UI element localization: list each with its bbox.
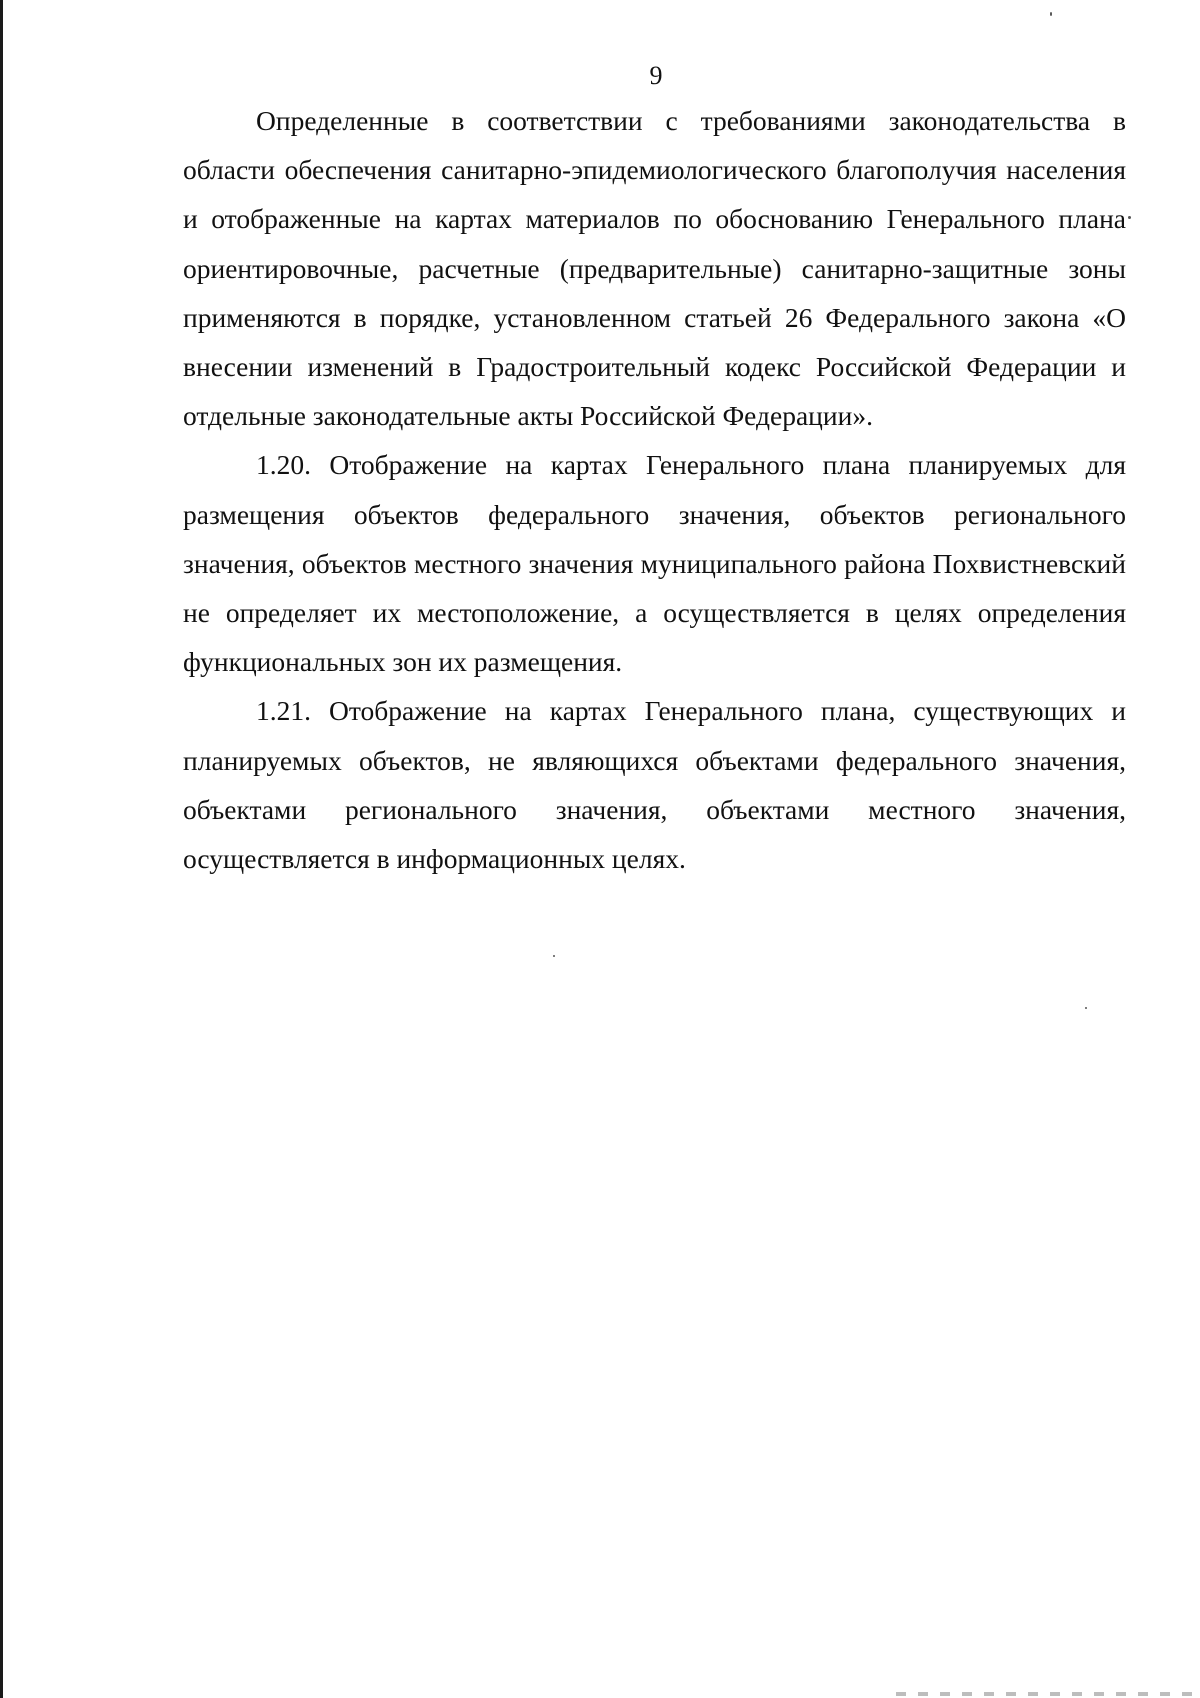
paragraph-sanitary-zones: Определенные в соответствии с требованиями законодательства в области обеспечения санитарно-эпидемиологического благополучия населения и отображенные на картах материалов по обоснованию Генерального плана ориентировочные, расчетные (предварительные) санитарно-защитные зоны применяются в порядке, установленном статьей 26 Федерального закона «О внесении изменений в Градостроительный кодекс Российской Федерации и отдельные законодательные акты Российской Федерации». (183, 105, 1126, 432)
scan-left-edge (0, 0, 3, 1698)
document-body (183, 96, 1126, 883)
scan-speck (1128, 216, 1131, 219)
paragraph-1-21: 1.21. Отображение на картах Генерального плана, существующих и планируемых объектов, не являющихся объектами федерального значения, объектами регионального значения, объектами местного значения, осуществляется в информационных целях. (183, 695, 1126, 875)
scan-speck (553, 955, 555, 957)
scan-speck (1085, 1007, 1087, 1009)
scan-speck (1050, 12, 1052, 16)
scan-bottom-marks (896, 1692, 1200, 1696)
page-number: 9 (649, 61, 663, 90)
paragraph-1-20: 1.20. Отображение на картах Генерального плана планируемых для размещения объектов федерального значения, объектов регионального значения, объектов местного значения муниципального района Похвистневский не определяет их местоположение, а осуществляется в целях определения функциональных зон их размещения. (183, 449, 1126, 678)
